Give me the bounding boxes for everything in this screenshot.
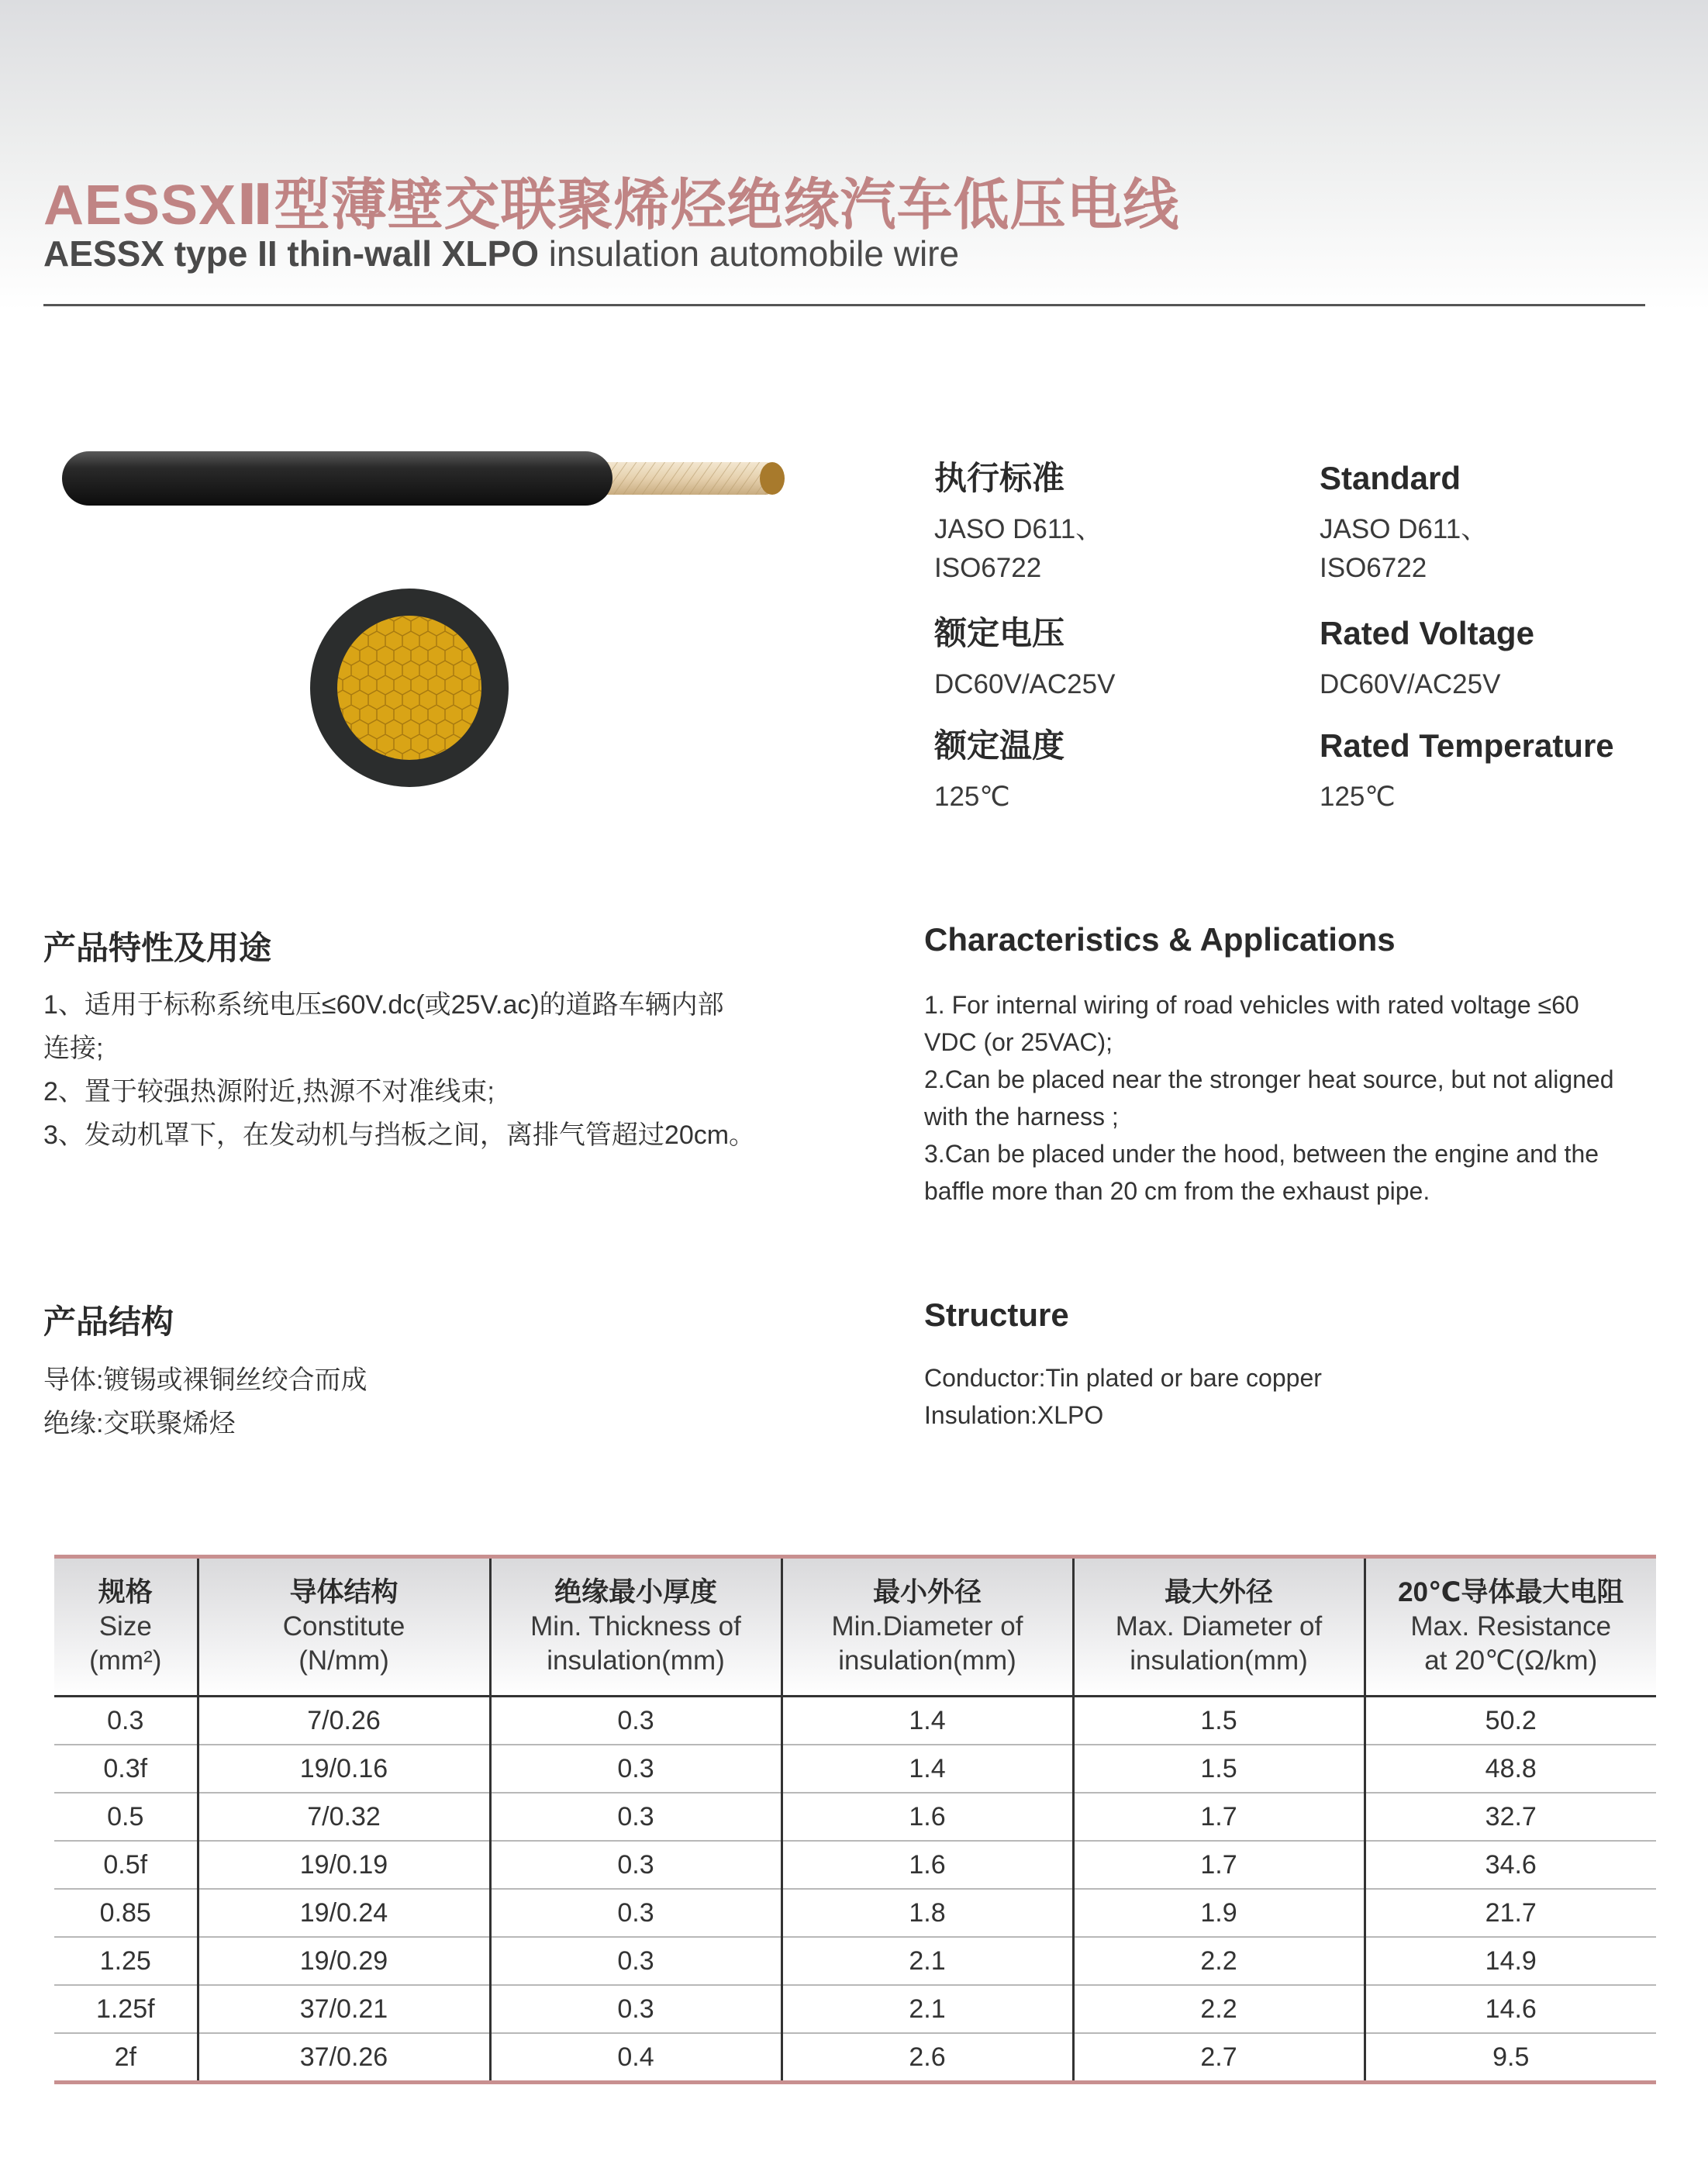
header-en: insulation(mm) <box>1130 1645 1308 1676</box>
table-cell: 1.8 <box>782 1889 1073 1937</box>
header-en: Max. Resistance <box>1410 1611 1612 1642</box>
structure-title-cn: 产品结构 <box>43 1303 174 1340</box>
header-cn: 20℃导体最大电阻 <box>1398 1577 1624 1607</box>
table-cell: 2f <box>54 2033 198 2083</box>
text-line: with the harness ; <box>924 1103 1119 1131</box>
page-title: AESSXⅡ型薄壁交联聚烯烃绝缘汽车低压电线 <box>43 174 1180 236</box>
table-cell: 0.5f <box>54 1841 198 1889</box>
text-line: VDC (or 25VAC); <box>924 1028 1113 1056</box>
header-cn: 最大外径 <box>1164 1577 1273 1607</box>
table-cell: 2.6 <box>782 2033 1073 2083</box>
table-cell: 0.3 <box>490 1793 782 1841</box>
table-cell: 1.5 <box>1073 1697 1365 1745</box>
table-cell: 37/0.21 <box>198 1985 490 2033</box>
spec-voltage-en <box>1320 613 1534 704</box>
table-cell: 32.7 <box>1365 1793 1656 1841</box>
characteristics-text-en <box>924 986 1614 1210</box>
spec-label: 执行标准 <box>934 460 1065 496</box>
table-cell: 1.4 <box>782 1697 1073 1745</box>
table-row <box>54 1889 1656 1937</box>
text-line: 3.Can be placed under the hood, between the engine and the <box>924 1140 1599 1168</box>
table-cell: 19/0.29 <box>198 1937 490 1985</box>
table-row <box>54 2033 1656 2083</box>
spec-label: 额定温度 <box>934 727 1065 764</box>
table-cell: 1.5 <box>1073 1745 1365 1793</box>
table-row <box>54 1985 1656 2033</box>
specification-table <box>54 1555 1656 2084</box>
header-divider <box>43 304 1645 306</box>
table-cell: 19/0.24 <box>198 1889 490 1937</box>
spec-value: DC60V/AC25V <box>934 669 1116 699</box>
spec-label: 额定电压 <box>934 615 1065 651</box>
table-cell: 1.4 <box>782 1745 1073 1793</box>
text-line: 2、置于较强热源附近,热源不对准线束; <box>43 1077 495 1106</box>
table-cell: 1.7 <box>1073 1841 1365 1889</box>
text-line: 1. For internal wiring of road vehicles with rated voltage ≤60 <box>924 991 1579 1019</box>
table-cell: 0.85 <box>54 1889 198 1937</box>
table-cell: 2.1 <box>782 1937 1073 1985</box>
table-cell: 1.6 <box>782 1841 1073 1889</box>
spec-standard-cn <box>934 457 1102 588</box>
spec-value <box>934 510 1102 588</box>
header-cn: 导体结构 <box>289 1577 399 1607</box>
table-header-row <box>54 1557 1656 1697</box>
table-cell: 0.3 <box>490 1841 782 1889</box>
column-header-max-diameter <box>1073 1557 1365 1697</box>
header-en: insulation(mm) <box>838 1645 1016 1676</box>
table-cell: 37/0.26 <box>198 2033 490 2083</box>
table-cell: 0.3 <box>490 1697 782 1745</box>
spec-temperature-cn <box>934 725 1064 816</box>
table-cell: 0.4 <box>490 2033 782 2083</box>
table-row <box>54 1697 1656 1745</box>
header-en: Max. Diameter of <box>1115 1611 1323 1642</box>
structure-text-en <box>924 1359 1322 1434</box>
table-cell: 1.6 <box>782 1793 1073 1841</box>
text-line: 导体:镀锡或裸铜丝绞合而成 <box>43 1365 367 1395</box>
characteristics-title-en: Characteristics & Applications <box>924 921 1396 958</box>
table-cell: 1.9 <box>1073 1889 1365 1937</box>
table-cell: 0.3 <box>490 1745 782 1793</box>
table-cell: 7/0.32 <box>198 1793 490 1841</box>
header-en: Min. Thickness of <box>530 1611 741 1642</box>
spec-value: 125℃ <box>1320 782 1396 812</box>
table-row <box>54 1745 1656 1793</box>
column-header-min-thickness <box>490 1557 782 1697</box>
table-cell: 50.2 <box>1365 1697 1656 1745</box>
text-line: Conductor:Tin plated or bare copper <box>924 1364 1322 1392</box>
spec-label: Rated Voltage <box>1320 615 1534 651</box>
table-cell: 2.2 <box>1073 1985 1365 2033</box>
table-cell: 0.5 <box>54 1793 198 1841</box>
structure-title-en: Structure <box>924 1296 1069 1333</box>
header-en: Min.Diameter of <box>831 1611 1023 1642</box>
column-header-min-diameter <box>782 1557 1073 1697</box>
table-cell: 9.5 <box>1365 2033 1656 2083</box>
text-line: Insulation:XLPO <box>924 1401 1104 1429</box>
column-header-max-resistance <box>1365 1557 1656 1697</box>
spec-temperature-en <box>1320 725 1614 816</box>
table-row <box>54 1841 1656 1889</box>
table-cell: 2.7 <box>1073 2033 1365 2083</box>
table-cell: 34.6 <box>1365 1841 1656 1889</box>
spec-value <box>1320 510 1488 588</box>
header-cn: 最小外径 <box>872 1577 982 1607</box>
column-header-constitute <box>198 1557 490 1697</box>
table-cell: 0.3 <box>490 1985 782 2033</box>
table-cell: 21.7 <box>1365 1889 1656 1937</box>
spec-value-line: JASO D611、 <box>934 514 1103 544</box>
cable-cross-section-icon <box>309 587 510 789</box>
table-cell: 0.3 <box>54 1697 198 1745</box>
subtitle-rest: insulation automobile wire <box>539 233 960 274</box>
spec-voltage-cn <box>934 613 1115 704</box>
cable-side-illustration <box>59 448 795 510</box>
table-cell: 2.2 <box>1073 1937 1365 1985</box>
text-line: 3、发动机罩下，在发动机与挡板之间，离排气管超过20cm。 <box>43 1120 756 1150</box>
table-cell: 0.3 <box>490 1937 782 1985</box>
table-cell: 19/0.19 <box>198 1841 490 1889</box>
text-line: 1、适用于标称系统电压≤60V.dc(或25V.ac)的道路车辆内部 <box>43 990 724 1020</box>
table-cell: 14.9 <box>1365 1937 1656 1985</box>
table-cell: 1.7 <box>1073 1793 1365 1841</box>
spec-standard-en <box>1320 457 1488 588</box>
header-en: (N/mm) <box>298 1645 389 1676</box>
header-en: at 20℃(Ω/km) <box>1424 1645 1598 1676</box>
table-row <box>54 1793 1656 1841</box>
header-en: Size <box>98 1611 152 1642</box>
page-subtitle <box>43 233 959 274</box>
spec-value: 125℃ <box>934 782 1010 812</box>
spec-value-line: ISO6722 <box>1320 553 1427 583</box>
text-line: 绝缘:交联聚烯烃 <box>43 1409 236 1438</box>
table-cell: 0.3f <box>54 1745 198 1793</box>
table-cell: 14.6 <box>1365 1985 1656 2033</box>
text-line: 2.Can be placed near the stronger heat source, but not aligned <box>924 1065 1614 1093</box>
spec-label: Standard <box>1320 460 1461 496</box>
spec-value-line: ISO6722 <box>934 553 1042 583</box>
structure-text-cn <box>43 1359 367 1445</box>
table-cell: 2.1 <box>782 1985 1073 2033</box>
table-cell: 1.25 <box>54 1937 198 1985</box>
header-en: insulation(mm) <box>547 1645 725 1676</box>
subtitle-bold: AESSX type II thin-wall XLPO <box>43 233 539 274</box>
characteristics-title-cn: 产品特性及用途 <box>43 930 272 966</box>
table-cell: 19/0.16 <box>198 1745 490 1793</box>
text-line: baffle more than 20 cm from the exhaust pipe. <box>924 1177 1430 1205</box>
characteristics-text-cn <box>43 983 755 1157</box>
table-cell: 7/0.26 <box>198 1697 490 1745</box>
text-line: 连接; <box>43 1034 104 1063</box>
column-header-size <box>54 1557 198 1697</box>
header-en: Constitute <box>282 1611 405 1642</box>
header-cn: 绝缘最小厚度 <box>554 1577 717 1607</box>
spec-value-line: JASO D611、 <box>1320 514 1489 544</box>
table-cell: 0.3 <box>490 1889 782 1937</box>
table-cell: 1.25f <box>54 1985 198 2033</box>
spec-value: DC60V/AC25V <box>1320 669 1501 699</box>
header-cn: 规格 <box>98 1577 153 1607</box>
table-cell: 48.8 <box>1365 1745 1656 1793</box>
header-en: (mm²) <box>89 1645 162 1676</box>
table-row <box>54 1937 1656 1985</box>
spec-label: Rated Temperature <box>1320 727 1614 764</box>
